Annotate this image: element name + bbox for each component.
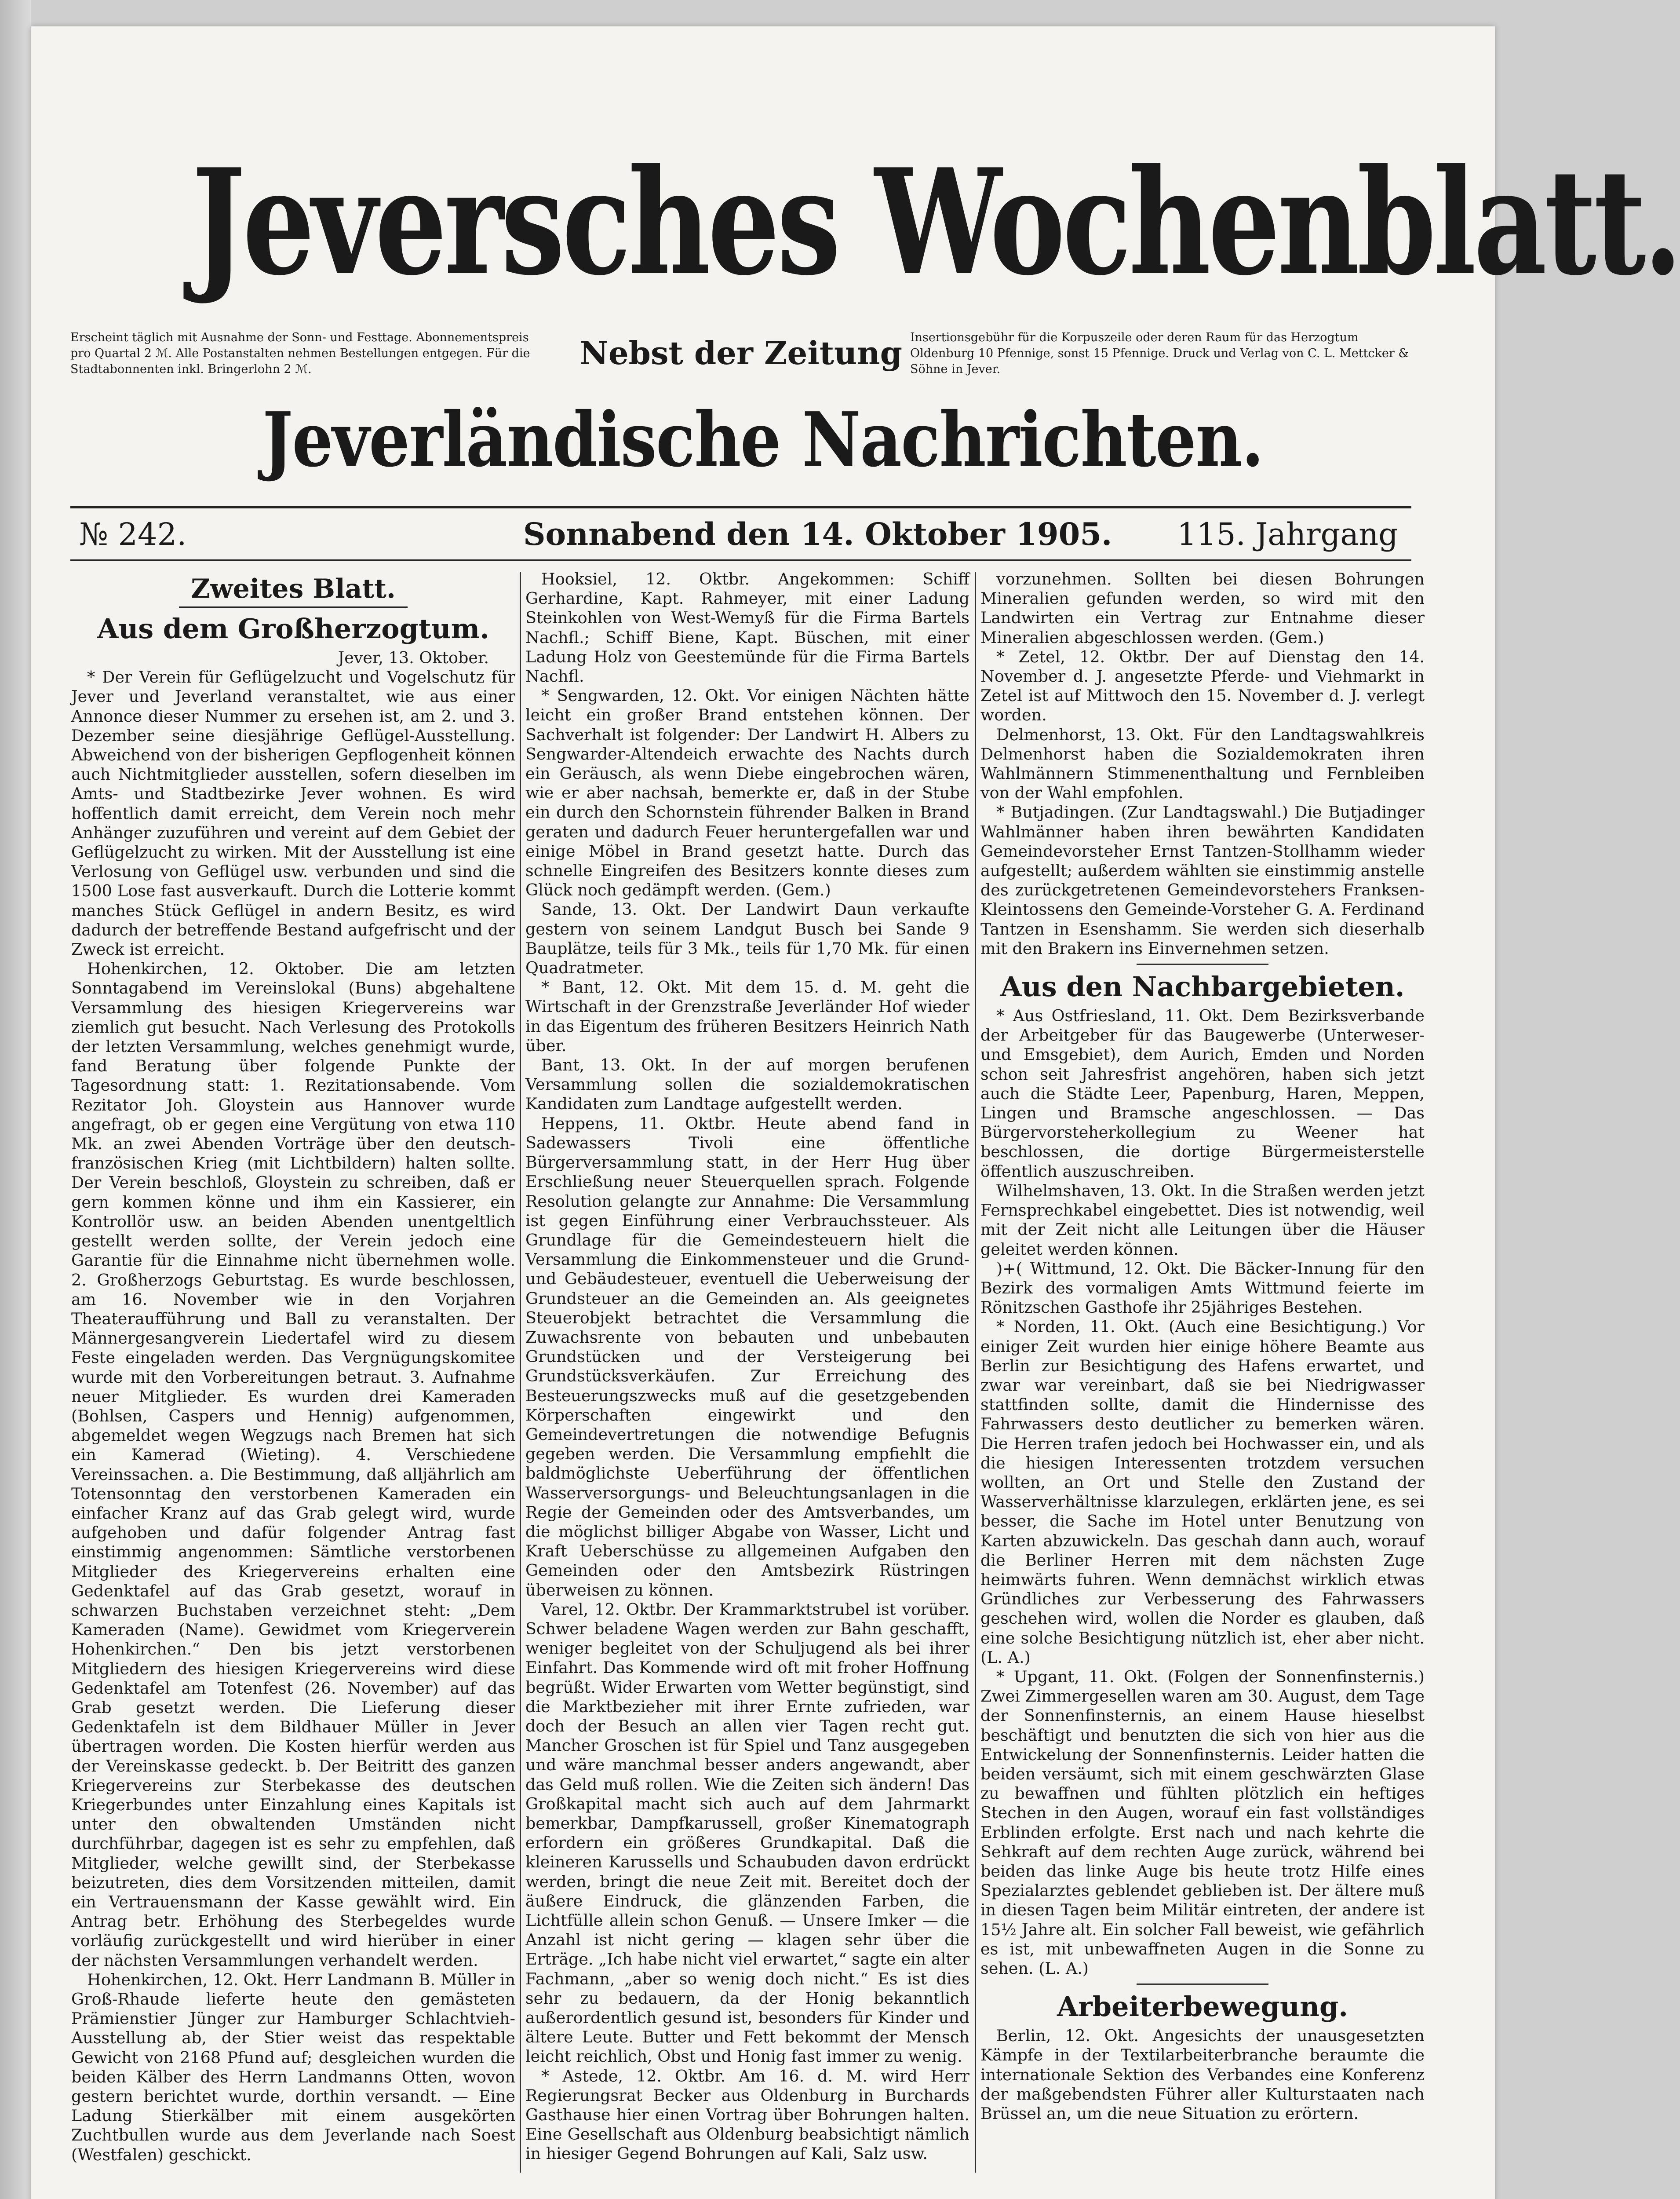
volume-year: 115. Jahrgang xyxy=(1177,516,1398,552)
article: Delmenhorst, 13. Okt. Für den Landtagswahlkreis Delmenhorst haben die Sozialdemokraten ihren Wahlmännern Stimmenenthaltung und Fernbleiben von der Wahl empfohlen. xyxy=(980,725,1425,803)
insertion-info: Insertionsgebühr für die Korpuszeile oder deren Raum für das Herzogtum Oldenburg 10 Pfennige, sonst 15 Pfennige. Druck und Verlag von C. L. Mettcker & Söhne in Jever. xyxy=(910,331,1409,376)
article: Hooksiel, 12. Oktbr. Angekommen: Schiff Gerhardine, Kapt. Rahmeyer, mit einer Ladung Steinkohlen von West-Wemyß für die Firma Bartels Nachfl.; Schiff Biene, Kapt. Büschen, mit einer Ladung Holz von Geestemünde für die Firma Bartels Nachfl. xyxy=(525,570,969,686)
article: * Aus Ostfriesland, 11. Okt. Dem Bezirksverbande der Arbeitgeber für das Baugewerbe (Unterweser- und Emsgebiet), dem Aurich, Emden und Norden schon seit Jahresfrist angehören, haben sich jetzt auch die Städte Leer, Papenburg, Haren, Meppen, Lingen und Bramsche angeschlossen. — Das Bürgervorsteherkollegium zu Weener hat beschlossen, die dortige Bürgermeisterstelle öffentlich auszuschreiben. xyxy=(980,1006,1425,1181)
separator-rule xyxy=(1137,1983,1268,1985)
masthead-subtitle: Jeverländische Nachrichten. xyxy=(262,396,1263,484)
nebst-der-zeitung: Nebst der Zeitung xyxy=(579,334,902,372)
article: Bant, 13. Okt. In der auf morgen berufenen Versammlung sollen die sozialdemokratischen Kandidaten zum Landtage aufgestellt werden. xyxy=(525,1056,969,1114)
dateline-rule-top xyxy=(70,506,1411,508)
article: Hohenkirchen, 12. Oktober. Die am letzten Sonntagabend im Vereinslokal (Buns) abgehaltene Versammlung des hiesigen Kriegervereins war ziemlich gut besucht. Nach Verlesung des Protokolls der letzten Versammlung, welches genehmigt wurde, fand Beratung über folgende Punkte der Tagesordnung statt: 1. Rezitationsabende. Vom Rezitator Joh. Gloystein aus Hannover wurde angefragt, ob er gegen eine Vergütung von etwa 110 Mk. an zwei Abenden Vorträge über den deutsch-französischen Krieg (mit Lichtbildern) halten sollte. Der Verein beschloß, Gloystein zu schreiben, daß er gern kommen könne und ihm ein Kassierer, ein Kontrollör usw. an beiden Abenden unentgeltlich gestellt werden sollte, der Verein jedoch eine Garantie für die Einnahme nicht übernehmen wolle. 2. Großherzogs Geburtstag. Es wurde beschlossen, am 16. November wie in den Vorjahren Theateraufführung und Ball zu veranstalten. Der Männergesangverein Liedertafel wird zu diesem Feste eingeladen werden. Das Vergnügungskomitee wurde mit den Vorbereitungen betraut. 3. Aufnahme neuer Mitglieder. Es wurden drei Kameraden (Bohlsen, Caspers und Hennig) aufgenommen, abgemeldet wegen Wegzugs nach Bremen hat sich ein Kamerad (Wieting). 4. Verschiedene Vereinssachen. a. Die Bestimmung, daß alljährlich am Totensonntag den verstorbenen Kameraden ein einfacher Kranz auf das Grab gelegt wird, wurde aufgehoben und dafür folgender Antrag fast einstimmig angenommen: Sämtliche verstorbenen Mitglieder des Kriegervereins erhalten eine Gedenktafel auf das Grab gesetzt, worauf in schwarzen Buchstaben verzeichnet steht: „Dem Kameraden (Name). Gewidmet vom Kriegerverein Hohenkirchen.“ Den bis jetzt verstorbenen Mitgliedern des hiesigen Kriegervereins wird diese Gedenktafel am Totenfest (26. November) auf das Grab gesetzt werden. Die Lieferung dieser Gedenktafeln ist dem Bildhauer Müller in Jever übertragen worden. Die Kosten hierfür werden aus der Vereinskasse gedeckt. b. Der Beitritt des ganzen Kriegervereins zur Sterbekasse des deutschen Kriegerbundes unter Einzahlung eines Kapitals ist unter den obwaltenden Umständen nicht durchführbar, dagegen ist es sehr zu empfehlen, daß Mitglieder, welche gewillt sind, der Sterbekasse beizutreten, dies dem Vorsitzenden mitteilen, damit ein Vertrauensmann der Kasse gewählt wird. Ein Antrag betr. Erhöhung des Sterbegeldes wurde vorläufig zurückgestellt und wird hierüber in einer der nächsten Versammlungen verhandelt werden. xyxy=(71,959,515,1970)
article: Sande, 13. Okt. Der Landwirt Daun verkaufte gestern von seinem Landgut Busch bei Sande 9 Bauplätze, teils für 3 Mk., teils für 1,70 Mk. für einen Quadratmeter. xyxy=(525,900,969,978)
column-2 xyxy=(525,570,969,2199)
article: * Norden, 11. Okt. (Auch eine Besichtigung.) Vor einiger Zeit wurden hier einige höhere Beamte aus Berlin zur Besichtigung des Hafens erwartet, und zwar war vereinbart, daß sie bei Niedrigwasser stattfinden sollte, damit die Hindernisse des Fahrwassers desto deutlicher zu bemerken wären. Die Herren trafen jedoch bei Hochwasser ein, und als die hiesigen Interessenten trotzdem versuchen wollten, an Ort und Stelle den Zustand der Wasserverhältnisse klarzulegen, erklärten jene, es sei besser, die Sache im Hotel unter Benutzung von Karten abzuwickeln. Das geschah dann auch, worauf die Berliner Herren mit dem nächsten Zuge heimwärts fuhren. Wenn demnächst wirklich etwas Gründliches zur Verbesserung des Fahrwassers geschehen wird, wollen die Norder es glauben, daß eine solche Besichtigung nützlich ist, eher aber nicht. (L. A.) xyxy=(980,1317,1425,1667)
section-heading: Aus dem Großherzogtum. xyxy=(97,613,489,645)
article-dateline: Jever, 13. Oktober. xyxy=(338,648,489,667)
article: * Zetel, 12. Oktbr. Der auf Dienstag den 14. November d. J. angesetzte Pferde- und Viehmarkt in Zetel ist auf Mittwoch den 15. November d. J. verlegt worden. xyxy=(980,647,1425,725)
column-divider xyxy=(975,572,976,2173)
article: )+( Wittmund, 12. Okt. Die Bäcker-Innung für den Bezirk des vormaligen Amts Wittmund feierte im Rönitzschen Gasthofe ihr 25jähriges Bestehen. xyxy=(980,1259,1425,1317)
section-label: Zweites Blatt. xyxy=(179,571,408,608)
issue-date: Sonnabend den 14. Oktober 1905. xyxy=(523,516,1112,552)
article: vorzunehmen. Sollten bei diesen Bohrungen Mineralien gefunden werden, so wird mit den Landwirten ein Vertrag zur Entnahme dieser Mineralien abgeschlossen werden. (Gem.) xyxy=(980,570,1425,647)
article: * Astede, 12. Oktbr. Am 16. d. M. wird Herr Regierungsrat Becker aus Oldenburg in Burchards Gasthause hier einen Vortrag über Bohrungen halten. Eine Gesellschaft aus Oldenburg beabsichtigt nämlich in hiesiger Gegend Bohrungen auf Kali, Salz usw. xyxy=(525,2066,969,2163)
article: Varel, 12. Oktbr. Der Krammarktstrubel ist vorüber. Schwer beladene Wagen werden zur Bahn geschafft, weniger begleitet von der Schuljugend als bei ihrer Einfahrt. Das Kommende wird oft mit froher Hoffnung begrüßt. Wider Erwarten vom Wetter begünstigt, sind die Marktbezieher mit ihrer Ernte zufrieden, war doch der Besuch an allen vier Tagen recht gut. Mancher Groschen ist für Spiel und Tanz ausgegeben und wäre manchmal besser anders angewandt, aber das Geld muß rollen. Wie die Zeiten sich ändern! Das Großkapital macht sich auch auf dem Jahrmarkt bemerkbar, Dampfkarussell, großer Kinematograph erfordern ein größeres Grundkapital. Daß die kleineren Karussells und Schaubuden davon erdrückt werden, bringt die neue Zeit mit. Bereitet doch der äußere Eindruck, die glänzenden Farben, die Lichtfülle allein schon Genuß. — Unsere Imker — die Anzahl ist nicht gering — klagen sehr über die Erträge. „Ich habe nicht viel erwartet,“ sagte ein alter Fachmann, „aber so wenig doch nicht.“ Es ist dies sehr zu bedauern, da der Honig bekanntlich außerordentlich gesund ist, besonders für Kinder und ältere Leute. Butter und Fett bekommt der Mensch leicht reichlich, Obst und Honig fast immer zu wenig. xyxy=(525,1600,969,2066)
masthead-title: Jeversches Wochenblatt. xyxy=(192,137,1680,307)
dateline-rule-bottom xyxy=(70,559,1411,561)
dateline xyxy=(70,510,1411,559)
article: Berlin, 12. Okt. Angesichts der unausgesetzten Kämpfe in der Textilarbeiterbranche beraumte die internationale Sektion des Verbandes eine Konferenz der maßgebendsten Führer aller Kulturstaaten nach Brüssel an, um die neue Situation zu erörtern. xyxy=(980,2026,1425,2123)
article: * Upgant, 11. Okt. (Folgen der Sonnenfinsternis.) Zwei Zimmergesellen waren am 30. August, dem Tage der Sonnenfinsternis, an einem Hause hieselbst beschäftigt und benutzten die sich von hier aus die Entwickelung der Sonnenfinsternis. Leider hatten die beiden versäumt, sich mit einem geschwärzten Glase zu bewaffnen und fühlten plötzlich ein heftiges Stechen in den Augen, worauf ein fast vollständiges Erblinden erfolgte. Erst nach und nach kehrte die Sehkraft auf dem rechten Auge zurück, während bei beiden das linke Auge bis heute trotz Hilfe eines Spezialarztes geblendet geblieben ist. Der ältere muß in diesen Tagen beim Militär eintreten, der andere ist 15½ Jahre alt. Ein solcher Fall beweist, wie gefährlich es ist, mit unbewaffneten Augen in die Sonne zu sehen. (L. A.) xyxy=(980,1667,1425,1978)
article: * Bant, 12. Okt. Mit dem 15. d. M. geht die Wirtschaft in der Grenzstraße Jeverländer Hof wieder in das Eigentum des früheren Besitzers Heinrich Nath über. xyxy=(525,978,969,1055)
article: Hohenkirchen, 12. Okt. Herr Landmann B. Müller in Groß-Rhaude lieferte heute den gemästeten Prämienstier Jünger zur Hamburger Schlachtvieh-Ausstellung ab, der Stier weist das respektable Gewicht von 2168 Pfund auf; desgleichen wurden die beiden Kälber des Herrn Landmanns Otten, wovon gestern berichtet wurde, dorthin versandt. — Eine Ladung Stierkälber mit einem ausgekörten Zuchtbullen wurde aus dem Jeverlande nach Soest (Westfalen) geschickt. xyxy=(71,1970,515,2164)
newspaper-page xyxy=(31,26,1680,2199)
article: Heppens, 11. Oktbr. Heute abend fand in Sadewassers Tivoli eine öffentliche Bürgerversammlung statt, in der Herr Hug über Erschließung neuer Steuerquellen sprach. Folgende Resolution gelangte zur Annahme: Die Versammlung ist gegen Einführung einer Verbrauchssteuer. Als Grundlage für die Gemeindesteuern hielt die Versammlung die Einkommensteuer und die Grund- und Gebäudesteuer, eventuell die Ueberweisung der Grundsteuer an die Gemeinden an. Als geeignetes Steuerobjekt betrachtet die Versammlung die Zuwachsrente von bebauten und unbebauten Grundstücken und der Versteigerung bei Grundstücksverkäufen. Zur Erreichung des Besteuerungszwecks muß auf die gesetzgebenden Körperschaften eingewirkt und den Gemeindevertretungen die notwendige Befugnis gegeben werden. Die Versammlung empfiehlt die baldmöglichste Ueberführung der öffentlichen Wasserversorgungs- und Beleuchtungsanlagen in die Regie der Gemeinden oder des Amtsverbandes, um die möglichst billiger Abgabe von Wasser, Licht und Kraft Ueberschüsse zu allgemeinen Aufgaben den Gemeinden oder den Amtsbezirk Rüstringen überweisen zu können. xyxy=(525,1114,969,1600)
scan-edge xyxy=(0,0,31,2199)
section-heading: Arbeiterbewegung. xyxy=(1057,1991,1348,2023)
separator-rule xyxy=(1137,964,1268,965)
issue-number: № 242. xyxy=(79,516,187,552)
column-1 xyxy=(71,570,515,2199)
article: * Der Verein für Geflügelzucht und Vogelschutz für Jever und Jeverland veranstaltet, wie aus einer Annonce dieser Nummer zu ersehen ist, am 2. und 3. Dezember seine diesjährige Geflügel-Ausstellung. Abweichend von der bisherigen Gepflogenheit können auch Nichtmitglieder ausstellen, sofern dieselben im Amts- und Stadtbezirke Jever wohnen. Es wird hoffentlich damit erreicht, dem Verein noch mehr Anhänger zuzuführen und vereint auf dem Gebiet der Geflügelzucht zu wirken. Mit der Ausstellung ist eine Verlosung von Geflügel usw. verbunden und sind die 1500 Lose fast ausverkauft. Durch die Lotterie kommt manches Stück Geflügel in andern Besitz, es wird dadurch der betreffende Bestand aufgefrischt und der Zweck ist erreicht. xyxy=(71,668,515,959)
article: * Sengwarden, 12. Okt. Vor einigen Nächten hätte leicht ein großer Brand entstehen können. Der Sachverhalt ist folgender: Der Landwirt H. Albers zu Sengwarder-Altendeich erwachte des Nachts durch ein Geräusch, als wenn Diebe eingebrochen wären, wie er aber nachsah, bemerkte er, daß in der Stube ein durch den Schornstein führender Balken in Brand geraten und dadurch Feuer heruntergefallen war und einige Möbel in Brand gesetzt hatte. Durch das schnelle Eingreifen des Besitzers konnte dieses zum Glück noch gedämpft werden. (Gem.) xyxy=(525,686,969,900)
article: * Butjadingen. (Zur Landtagswahl.) Die Butjadinger Wahlmänner haben ihren bewährten Kandidaten Gemeindevorsteher Ernst Tantzen-Stollhamm wieder aufgestellt; außerdem wählten sie einstimmig anstelle des zurückgetretenen Gemeindevorstehers Franksen-Kleintossens den Gemeinde-Vorsteher G. A. Ferdinand Tantzen in Esenshamm. Sie werden sich dieserhalb mit den Brakern ins Einvernehmen setzen. xyxy=(980,803,1425,958)
section-heading: Aus den Nachbargebieten. xyxy=(1000,971,1405,1003)
column-3 xyxy=(980,570,1425,2199)
subscription-info: Erscheint täglich mit Ausnahme der Sonn- und Festtage. Abonnementspreis pro Quartal 2 ℳ. Alle Postanstalten nehmen Bestellungen entgegen. Für die Stadtabonnenten inkl. Bringerlohn 2 ℳ. xyxy=(70,331,530,376)
article: Wilhelmshaven, 13. Okt. In die Straßen werden jetzt Fernsprechkabel eingebettet. Dies ist notwendig, weil mit der Zeit nicht alle Leitungen über die Häuser geleitet werden können. xyxy=(980,1181,1425,1259)
column-divider xyxy=(520,572,521,2173)
